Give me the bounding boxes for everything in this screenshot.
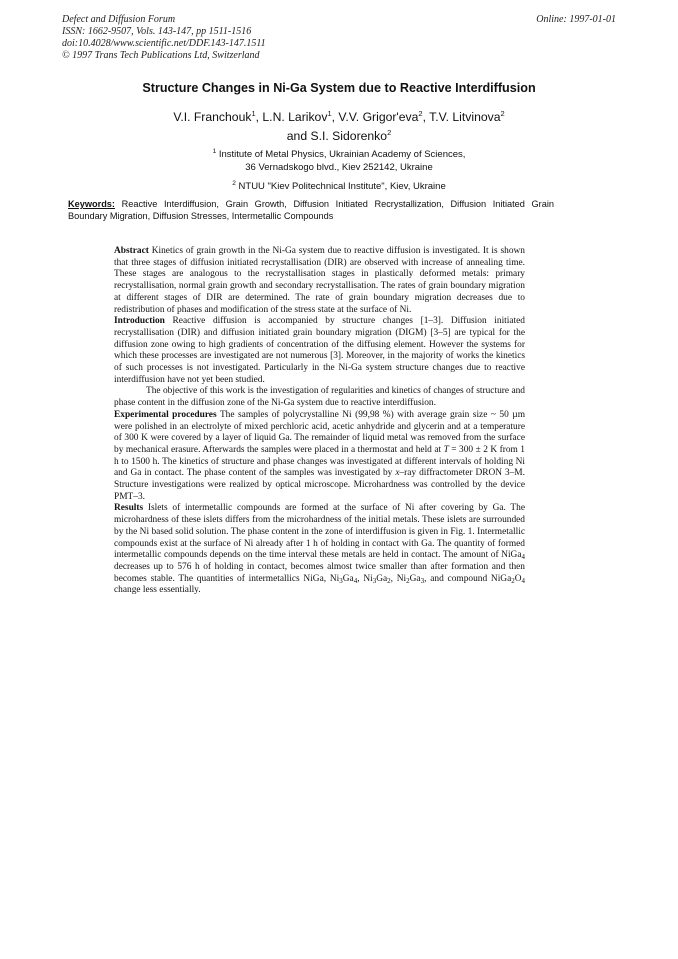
objective-paragraph: The objective of this work is the investigation of regularities and kinetics of changes of structure and phase content in the diffusion zone of the Ni-Ga system due to reactive interdiffusion. [114, 386, 525, 409]
experimental-text: –ray diffractometer DRON 3–M. Structure investigations were realized by optical microscope. Microhardness was controlled by the device PMT–3. [114, 468, 525, 502]
results-text: , and compound NiGa [424, 573, 512, 584]
author-affil-mark: 2 [418, 109, 423, 118]
formula-subscript: 2 [387, 576, 391, 585]
formula-subscript: 4 [353, 576, 358, 585]
formula-subscript: 2 [511, 576, 515, 585]
formula-subscript: 4 [521, 553, 525, 562]
author-name: S.I. Sidorenko [310, 129, 388, 144]
keywords-block [68, 198, 554, 222]
experimental-label: Experimental procedures [114, 409, 217, 420]
affiliation-2 [0, 177, 678, 193]
experimental-text: The samples of polycrystalline Ni (99,98 %) with average grain size ~ 50 µm were polished in an electrolyte of mixed perchloric acid, acetic anhydride and glycerin and at a temperature of 300 K were covered by a layer of liquid Ga. The remainder of liquid metal was removed from the surface by mechanical erasure. Afterwards the samples were placed in a thermostat and held at [114, 409, 525, 455]
experimental-paragraph [114, 410, 525, 504]
affiliation-1 [0, 145, 678, 174]
results-text: , Ni [357, 573, 373, 584]
affil-line: Institute of Metal Physics, Ukrainian Academy of Sciences, [218, 149, 466, 161]
introduction-text: Reactive diffusion is accompanied by structure changes [1–3]. Diffusion initiated recrystallisation (DIR) and diffusion initiated grain boundary migration (DIGM) [3–5] are typical for the diffusion zone owing to high gradients of concentration of the diffusing element. However the systems for which these processes are investigated are not numerous [3]. Moreover, in the majority of works the kinetics of such processes is not investigated. Particularly in the Ni-Ga system structure changes due to reactive interdiffusion have not yet been studied. [114, 316, 525, 385]
affil-mark: 1 [212, 148, 217, 155]
formula-subscript: 3 [339, 576, 343, 585]
affil-line: NTUU "Kiev Politechnical Institute", Kiev, Ukraine [238, 181, 446, 193]
results-text: O [514, 573, 522, 584]
keywords-label: Keywords: [68, 199, 115, 209]
online-date: Online: 1997-01-01 [536, 14, 616, 25]
formula-subscript: 2 [406, 576, 410, 585]
introduction-paragraph [114, 316, 525, 386]
results-paragraph [114, 503, 525, 597]
abstract-text: Kinetics of grain growth in the Ni-Ga system due to reactive diffusion is investigated. It is shown that three stages of diffusion initiated recrystallisation (DIR) are observed with increase of annealing time. These stages are analogous to the recrystallisation stages in plastically deformed metals: primary recrystallisation, normal grain growth and secondary recrystallisation. The rates of grain boundary migration at different stages of DIR are determined. The rate of grain boundary migration decreases due to redistribution of phases and modification of the stress state at the surface of Ni. [114, 246, 525, 315]
results-text: Ga [342, 573, 354, 584]
temperature-symbol: T [443, 444, 449, 455]
paper-title: Structure Changes in Ni-Ga System due to Reactive Interdiffusion [142, 81, 536, 95]
journal-name: Defect and Diffusion Forum [62, 14, 176, 25]
copyright-line: © 1997 Trans Tech Publications Ltd, Switzerland [62, 50, 260, 61]
introduction-label: Introduction [114, 316, 165, 327]
affil-mark: 2 [232, 180, 236, 187]
results-text: Islets of intermetallic compounds are formed at the surface of Ni after covering by Ga. The microhardness of these islets differs from the microhardness of the initial metals. These islets are surrounded by the Ni based solid solution. The phase content in the zone of interdiffusion is given in Fig. 1. Intermetallic compounds exist at the surface of Ni already after 1 h of holding in contact with Ga. The quantity of formed intermetallic compounds depends on the time interval these metals are held in contact. The amount of NiGa [114, 503, 525, 561]
abstract-label: Abstract [114, 246, 149, 256]
results-text: Ga [409, 573, 421, 584]
author-name: L.N. Larikov [262, 110, 328, 125]
author-name: V.I. Franchouk [173, 110, 252, 125]
results-label: Results [114, 503, 144, 514]
formula-subscript: 3 [420, 576, 425, 585]
doi-line[interactable]: doi:10.4028/www.scientific.net/DDF.143-147.1511 [62, 38, 266, 49]
author-affil-mark: 1 [327, 109, 332, 118]
affil-line: 36 Vernadskogo blvd., Kiev 252142, Ukraine [245, 162, 433, 174]
issn-line: ISSN: 1662-9507, Vols. 143-147, pp 1511-1516 [62, 26, 252, 37]
author-list: V.I. Franchouk$^1$, L.N. Larikov$^1$, V.V. Grigor'eva$^2$, T.V. Litvinova$^2$ and S.I. Sidorenko$^2$ [173, 109, 505, 144]
author-name: T.V. Litvinova [429, 110, 501, 125]
author-conjunction: and [286, 129, 308, 144]
xray-symbol: x [395, 468, 400, 479]
keywords-text: Reactive Interdiffusion, Grain Growth, Diffusion Initiated Recrystallization, Diffusion Initiated Grain Boundary Migration, Diffusion Stresses, Intermetallic Compounds [68, 199, 554, 221]
results-text: , Ni [390, 573, 407, 584]
author-affil-mark: 2 [387, 128, 392, 138]
results-text: Ga [376, 573, 388, 584]
abstract-paragraph [114, 246, 525, 316]
formula-subscript: 4 [521, 576, 526, 585]
experimental-text: = 300 ± 2 K from 1 h to 1500 h. The kinetics of structure and phase changes was investigated at different intervals of holding Ni and Ga in contact. The phase content of the samples was investigated by [114, 444, 525, 479]
results-text: decreases up to 576 h of holding in contact, becomes almost twice smaller than after formation and then becomes stable. The quantities of intermetallics NiGa, Ni [114, 561, 525, 584]
author-affil-mark: 1 [251, 109, 256, 118]
journal-header [62, 14, 266, 62]
paper-body [114, 246, 525, 597]
formula-subscript: 3 [372, 576, 377, 585]
results-text: change less essentially. [114, 585, 201, 596]
author-name: V.V. Grigor'eva [338, 110, 419, 125]
author-affil-mark: 2 [500, 109, 505, 118]
